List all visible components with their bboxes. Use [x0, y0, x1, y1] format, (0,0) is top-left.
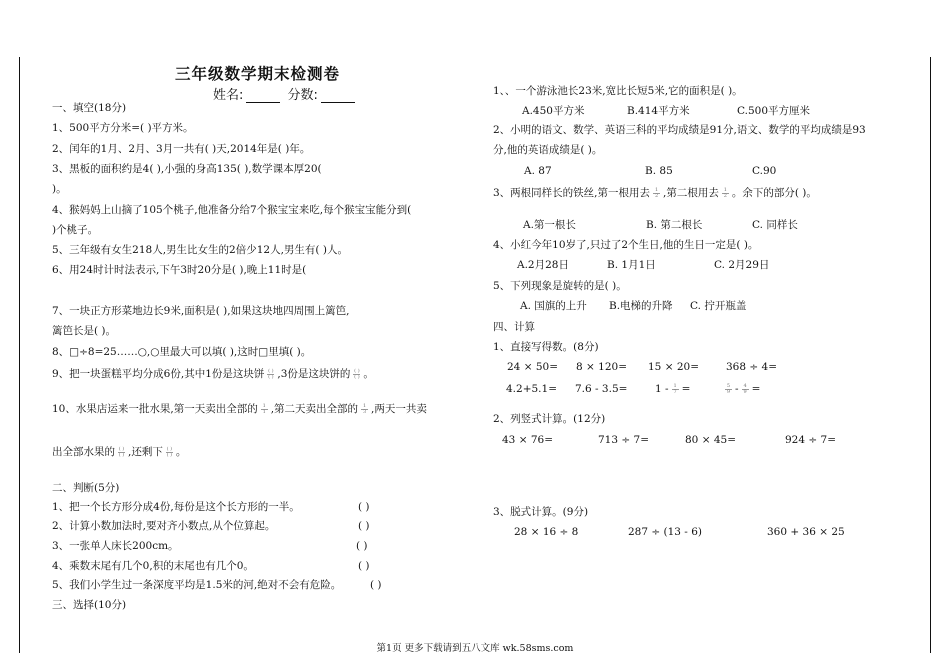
- question-fill-9-text-a: 9、把一块蛋糕平均分成6份,其中1份是这块饼: [52, 368, 265, 380]
- question-fill-8: 8、□÷8=25……○,○里最大可以填( ),这时□里填( )。: [52, 346, 312, 358]
- fraction-blank: $\frac{( )}{( )}$: [268, 367, 274, 380]
- calc-vertical-heading: 2、列竖式计算。(12分): [493, 413, 606, 425]
- fraction-small: $\frac{1}{3}$: [362, 402, 367, 415]
- calc-direct-heading: 1、直接写得数。(8分): [493, 341, 599, 353]
- question-fill-10-text-c: ,两天一共卖: [371, 403, 427, 415]
- question-fill-9: 9、把一块蛋糕平均分成6份,其中1份是这块饼 $\frac{( )}{( )}$ ,3份是这块饼的 $\frac{( )}{( )}$ 。: [52, 367, 374, 380]
- choice-question-2: 2、小明的语文、数学、英语三科的平均成绩是91分,语文、数学的平均成绩是93: [493, 124, 866, 136]
- calc-vertical-1: 43 × 76=: [502, 434, 553, 446]
- name-blank[interactable]: [246, 90, 280, 103]
- choice-5-option-b[interactable]: B.电梯的升降: [609, 300, 673, 312]
- section-judge-heading: 二、判断(5分): [52, 482, 120, 494]
- calc-direct-6: 7.6 - 3.5=: [575, 383, 628, 395]
- question-judge-1: 1、把一个长方形分成4份,每份是这个长方形的一半。: [52, 501, 300, 513]
- fraction-small: $\frac{1}{1}$: [262, 402, 266, 415]
- question-fill-7-cont: 篱笆长是( )。: [52, 325, 117, 337]
- question-judge-2: 2、计算小数加法时,要对齐小数点,从个位算起。: [52, 520, 276, 532]
- calc-vertical-2: 713 ÷ 7=: [598, 434, 649, 446]
- question-fill-2: 2、闰年的1月、2月、3月一共有( )天,2014年是( )年。: [52, 143, 311, 155]
- choice-question-5: 5、下列现象是旋转的是( )。: [493, 280, 627, 292]
- choice-1-option-c[interactable]: C.500平方厘米: [737, 105, 811, 117]
- calc-direct-2: 8 × 120=: [576, 361, 627, 373]
- choice-2-option-b[interactable]: B. 85: [645, 165, 673, 177]
- calc-direct-5: 4.2+5.1=: [506, 383, 557, 395]
- judge-answer-3[interactable]: ( ): [356, 540, 368, 552]
- judge-answer-4[interactable]: ( ): [358, 560, 370, 572]
- calc-direct-7: 1 - $\frac{1}{7}$ =: [655, 382, 691, 395]
- choice-4-option-a[interactable]: A.2月28日: [517, 259, 569, 271]
- question-fill-6: 6、用24时计时法表示,下午3时20分是( ),晚上11时是(: [52, 264, 307, 276]
- judge-answer-1[interactable]: ( ): [358, 501, 370, 513]
- fraction-blank: $\frac{( )}{( )}$: [354, 367, 360, 380]
- fraction-small: $\frac{1}{7}$: [673, 382, 677, 395]
- question-judge-4: 4、乘数末尾有几个0,积的末尾也有几个0。: [52, 560, 254, 572]
- choice-3-option-c[interactable]: C. 同样长: [752, 219, 798, 231]
- fraction-small: $\frac{5}{9}$: [726, 382, 731, 395]
- choice-2-option-c[interactable]: C.90: [752, 165, 777, 177]
- fraction-small: $\frac{1}{2}$: [654, 186, 659, 199]
- calc-direct-1: 24 × 50=: [507, 361, 558, 373]
- page-footer: 第1页 更多下载请到五八文库 wk.58sms.com: [376, 643, 574, 654]
- fraction-blank: $\frac{( )}{( )}$: [166, 445, 173, 458]
- calc-vertical-3: 80 × 45=: [685, 434, 736, 446]
- calc-direct-3: 15 × 20=: [648, 361, 699, 373]
- question-fill-7: 7、一块正方形菜地边长9米,面积是( ),如果这块地四周围上篱笆,: [52, 305, 350, 317]
- question-judge-5: 5、我们小学生过一条深度平均是1.5米的河,绝对不会有危险。: [52, 579, 342, 591]
- choice-5-option-a[interactable]: A. 国旗的上升: [520, 300, 587, 312]
- fraction-blank: $\frac{( )}{( )}$: [118, 445, 125, 458]
- choice-4-option-c[interactable]: C. 2月29日: [714, 259, 770, 271]
- question-fill-10-text-a: 10、水果店运来一批水果,第一天卖出全部的: [52, 403, 258, 415]
- calc-stepwise-2: 287 ÷ (13 - 6): [628, 526, 702, 538]
- question-fill-4-cont: )个桃子。: [52, 224, 99, 236]
- page-title: 三年级数学期末检测卷: [175, 65, 341, 83]
- choice-4-option-b[interactable]: B. 1月1日: [607, 259, 656, 271]
- calc-direct-8: $\frac{5}{9}$ - $\frac{4}{9}$ =: [726, 382, 761, 395]
- choice-1-option-b[interactable]: B.414平方米: [627, 105, 690, 117]
- question-fill-5: 5、三年级有女生218人,男生比女生的2倍少12人,男生有( )人。: [52, 244, 348, 256]
- judge-answer-2[interactable]: ( ): [358, 520, 370, 532]
- calc-direct-4: 368 ÷ 4=: [726, 361, 777, 373]
- calc-stepwise-heading: 3、脱式计算。(9分): [493, 506, 589, 518]
- name-label: 姓名:: [213, 88, 244, 103]
- judge-answer-5[interactable]: ( ): [370, 579, 382, 591]
- question-fill-3: 3、黑板的面积约是4( ),小强的身高135( ),数学课本厚20(: [52, 163, 322, 175]
- score-blank[interactable]: [321, 90, 355, 103]
- choice-1-option-a[interactable]: A.450平方米: [522, 105, 585, 117]
- fraction-small: $\frac{4}{9}$: [743, 382, 747, 395]
- choice-3-option-b[interactable]: B. 第二根长: [646, 219, 703, 231]
- section-fill-heading: 一、填空(18分): [52, 102, 127, 114]
- choice-2-option-a[interactable]: A. 87: [524, 165, 552, 177]
- calc-vertical-4: 924 ÷ 7=: [785, 434, 836, 446]
- choice-5-option-c[interactable]: C. 拧开瓶盖: [690, 300, 747, 312]
- question-fill-1: 1、500平方分米=( )平方米。: [52, 122, 194, 134]
- question-fill-10-text-b: ,第二天卖出全部的: [270, 403, 359, 415]
- question-judge-3: 3、一张单人床长200cm。: [52, 540, 179, 552]
- choice-question-3: 3、两根同样长的铁丝,第一根用去 $\frac{1}{2}$ ,第二根用去 $\frac{1}{2}$ 。余下的部分( )。: [493, 186, 817, 199]
- score-label: 分数:: [287, 88, 318, 103]
- question-fill-3-cont: )。: [52, 183, 67, 195]
- calc-stepwise-1: 28 × 16 ÷ 8: [514, 526, 579, 538]
- name-score-line: [213, 84, 358, 103]
- section-calc-heading: 四、计算: [493, 321, 535, 333]
- choice-3-option-a[interactable]: A.第一根长: [523, 219, 576, 231]
- choice-question-4: 4、小红今年10岁了,只过了2个生日,他的生日一定是( )。: [493, 239, 759, 251]
- choice-question-2-cont: 分,他的英语成绩是( )。: [493, 144, 603, 156]
- question-fill-10-cont: 出全部水果的 $\frac{( )}{( )}$ ,还剩下 $\frac{( )}{( )}$ 。: [52, 445, 187, 458]
- choice-question-1: 1、、一个游泳池长23米,宽比长短5米,它的面积是( )。: [493, 85, 743, 97]
- calc-stepwise-3: 360 + 36 × 25: [767, 526, 845, 538]
- question-fill-9-text-b: ,3份是这块饼的: [277, 368, 351, 380]
- question-fill-4: 4、猴妈妈上山摘了105个桃子,他准备分给7个猴宝宝来吃,每个猴宝宝能分到(: [52, 204, 412, 216]
- fraction-small: $\frac{1}{2}$: [723, 186, 727, 199]
- question-fill-10: [52, 402, 427, 416]
- section-choice-heading: 三、选择(10分): [52, 599, 127, 611]
